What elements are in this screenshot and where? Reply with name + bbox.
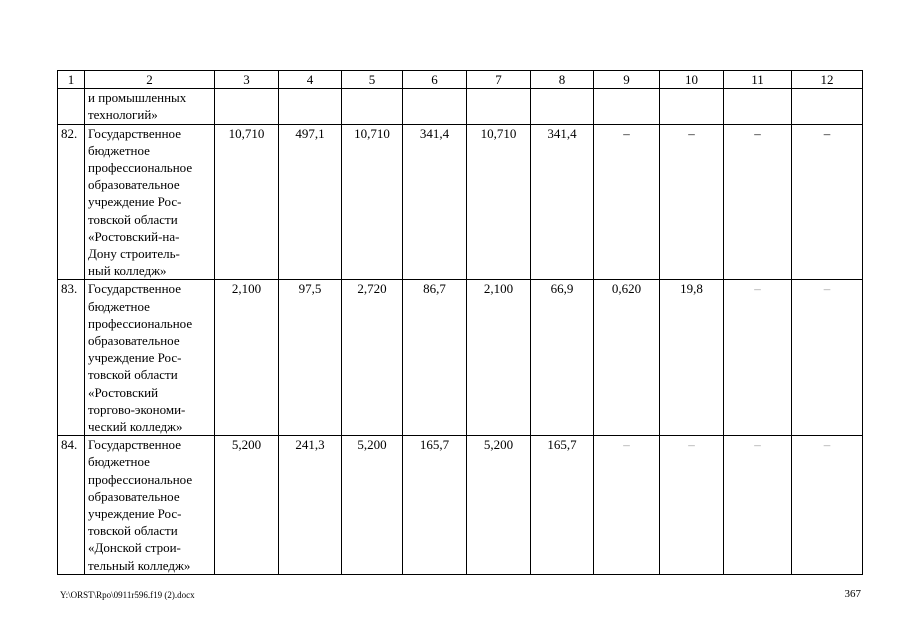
value-cell: 165,7: [403, 436, 467, 575]
value-cell: –: [792, 436, 863, 575]
table-row-continuation: [58, 89, 863, 124]
header-cell: 3: [215, 71, 279, 89]
institution-name: и промышленных технологий»: [85, 89, 215, 124]
header-cell: 4: [279, 71, 342, 89]
institution-name: Государственное бюджетное профессиональное образовательное учреждение Рос- товской области «Ростовский торгово-экономи- ческий колледж»: [85, 280, 215, 436]
value-cell: –: [792, 280, 863, 436]
value-cell: –: [724, 436, 792, 575]
value-cell: 19,8: [660, 280, 724, 436]
header-cell: 1: [58, 71, 85, 89]
file-path: Y:\ORST\Rpo\0911r596.f19 (2).docx: [60, 590, 195, 600]
header-cell: 2: [85, 71, 215, 89]
header-cell: 9: [594, 71, 660, 89]
value-cell: 241,3: [279, 436, 342, 575]
value-cell: [342, 89, 403, 124]
value-cell: [792, 89, 863, 124]
value-cell: 341,4: [531, 124, 594, 280]
row-number: 82.: [58, 124, 85, 280]
header-cell: 12: [792, 71, 863, 89]
value-cell: 5,200: [467, 436, 531, 575]
table-row: [58, 124, 863, 280]
header-cell: 6: [403, 71, 467, 89]
value-cell: 2,720: [342, 280, 403, 436]
value-cell: 10,710: [215, 124, 279, 280]
value-cell: –: [594, 124, 660, 280]
header-cell: 8: [531, 71, 594, 89]
value-cell: –: [594, 436, 660, 575]
value-cell: –: [724, 280, 792, 436]
budget-table: [57, 70, 863, 575]
value-cell: [724, 89, 792, 124]
value-cell: 10,710: [467, 124, 531, 280]
row-number: 83.: [58, 280, 85, 436]
value-cell: 5,200: [342, 436, 403, 575]
header-row: [58, 71, 863, 89]
value-cell: –: [724, 124, 792, 280]
value-cell: –: [792, 124, 863, 280]
table-row: [58, 436, 863, 575]
table-row: [58, 280, 863, 436]
value-cell: 2,100: [215, 280, 279, 436]
row-number: 84.: [58, 436, 85, 575]
value-cell: 86,7: [403, 280, 467, 436]
value-cell: 165,7: [531, 436, 594, 575]
header-cell: 10: [660, 71, 724, 89]
value-cell: 341,4: [403, 124, 467, 280]
value-cell: [660, 89, 724, 124]
value-cell: 2,100: [467, 280, 531, 436]
value-cell: [531, 89, 594, 124]
header-cell: 5: [342, 71, 403, 89]
value-cell: [215, 89, 279, 124]
institution-name: Государственное бюджетное профессиональное образовательное учреждение Рос- товской области «Ростовский-на- Дону строитель- ный колледж»: [85, 124, 215, 280]
header-cell: 7: [467, 71, 531, 89]
row-number: [58, 89, 85, 124]
value-cell: 10,710: [342, 124, 403, 280]
institution-name: Государственное бюджетное профессиональное образовательное учреждение Рос- товской области «Донской строи- тельный колледж»: [85, 436, 215, 575]
value-cell: 0,620: [594, 280, 660, 436]
value-cell: 66,9: [531, 280, 594, 436]
value-cell: [279, 89, 342, 124]
header-cell: 11: [724, 71, 792, 89]
value-cell: [403, 89, 467, 124]
value-cell: –: [660, 436, 724, 575]
page-number: 367: [844, 588, 861, 600]
value-cell: –: [660, 124, 724, 280]
value-cell: 97,5: [279, 280, 342, 436]
value-cell: [467, 89, 531, 124]
value-cell: 497,1: [279, 124, 342, 280]
value-cell: 5,200: [215, 436, 279, 575]
value-cell: [594, 89, 660, 124]
